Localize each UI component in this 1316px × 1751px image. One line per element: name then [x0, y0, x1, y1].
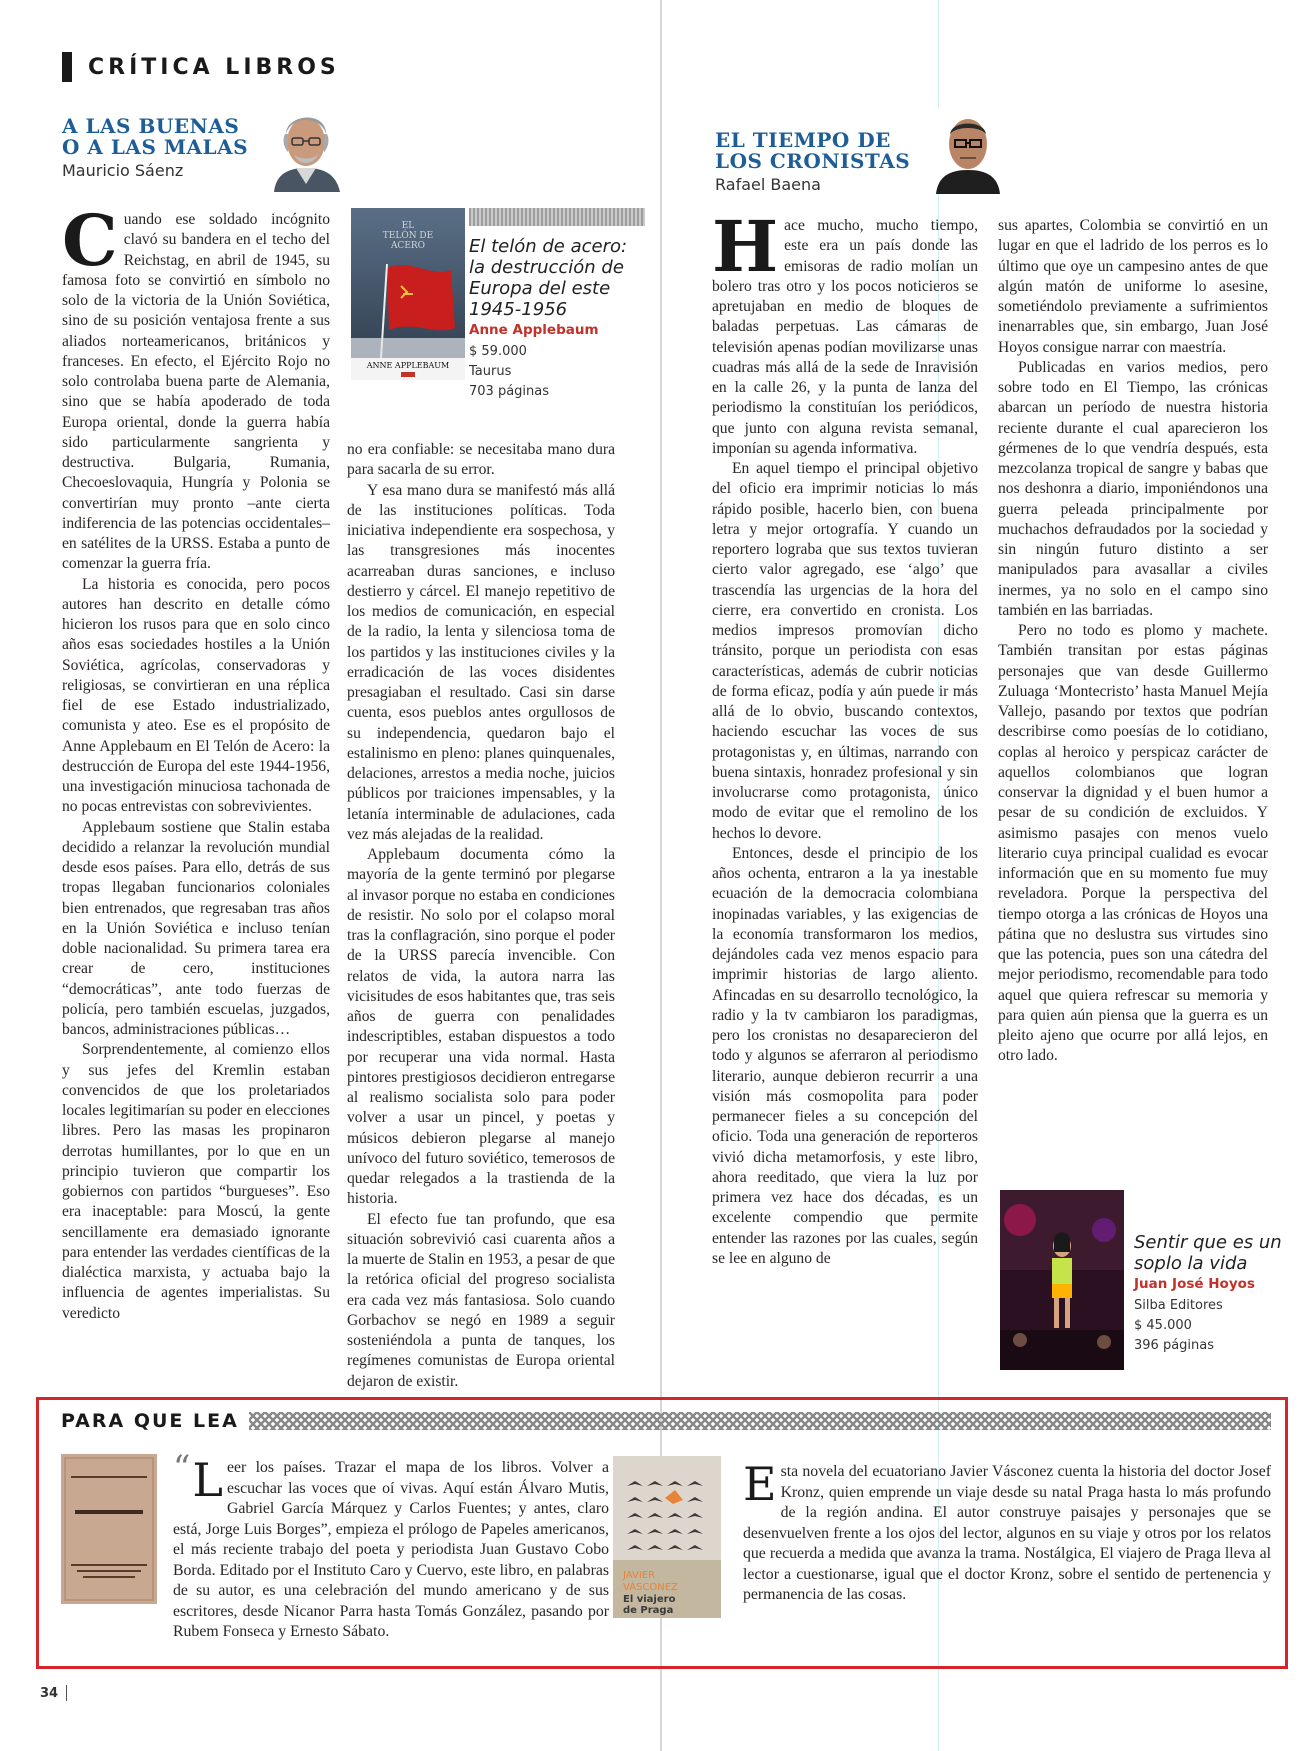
right-col1-paragraph-2: En aquel tiempo el principal objetivo del oficio era imprimir noticias lo más rápido posible, hacerlo bien, con buena letra y mejor ortografía. Y cuando un reportero lograba que sus textos tuvieran cierto valor agregado, ese ‘algo’ que trascendía las urgencias de la hora del cierre, era convertido en cronista. Los medios impresos promovían dicho tránsito, porque un periodista con esas características, además de cubrir noticias de forma eficaz, podía y aún puede ir más allá de lo obvio, buscando contextos, haciendo escuchar las voces de sus protagonistas y, en últimas, narrando con buena sintaxis, honradez profesional y sin involucrarse como protagonista, único modo de evitar que el remolino de los hechos lo devore.: [712, 460, 978, 842]
author-portrait-baena: [930, 108, 1006, 194]
sidebar-left-text: “ L eer los países. Trazar el mapa de los libros. Volver a escuchar las voces que oí vivas. Aquí están Álvaro Mutis, Gabriel García Márquez y Carlos Fuentes; y antes, claro está, Jorge Luis Borges”, empieza el prólogo de Papeles americanos, el más reciente trabajo del poeta y periodista Juan Gustavo Cobo Borda. Editado por el Instituto Caro y Cuervo, este libro, en palabras de su autor, es una celebración del mundo americano y de sus escritores, desde Nicanor Parra hasta Tomás González, pasando por Rubem Fonseca y Ernesto Sábato.: [173, 1448, 609, 1640]
left-article-author: Mauricio Sáenz: [62, 161, 184, 180]
left-article-title: A LAS BUENAS O A LAS MALAS: [62, 114, 249, 159]
dropcap: H: [712, 205, 779, 288]
right-book-author: Juan José Hoyos: [1134, 1276, 1255, 1292]
right-article-header: [715, 130, 945, 194]
right-book-pages: 396 páginas: [1134, 1338, 1215, 1353]
book-stripe: [469, 208, 645, 226]
left-book-info: [469, 208, 645, 402]
left-col2-paragraph-1: no era confiable: se necesitaba mano dura para sacarla de su error.: [347, 441, 615, 479]
left-article-col1: [62, 199, 330, 1324]
left-book-author: Anne Applebaum: [469, 322, 599, 338]
right-article-title: EL TIEMPO DE LOS CRONISTAS: [715, 128, 911, 173]
left-article-col2: [347, 440, 615, 1392]
right-col1-paragraph-3: Entonces, desde el principio de los años ochenta, entraron a la ya inestable ecuación de la democracia colombiana inopinadas variables, y las exigencias de la economía transformaron los medios, dejándoles cada vez menos espacio para imprimir historias de largo aliento. Afincadas en su desarrollo tecnológico, la radio y la tv cambiaron los paradigmas, pero los cronistas no desaparecieron del todo y algunos se aferraron al periodismo literario, aunque debieron recurrir a una visión más cosmopolita para poder permanecer fieles a su concepción del oficio. Toda una generación de reporteros vivió dicha metamorfosis, y este libro, ahora reeditado, que viera la luz por primera vez hace dos décadas, es un excelente compendio que permite entender las razones por las cuales, según se lee en alguno de: [712, 844, 978, 1267]
right-col2-paragraph-1: sus apartes, Colombia se convirtió en un lugar en que el ladrido de los perros es lo último que oye un campesino antes de que algún matón de uniforme lo asesine, sometiéndolo previamente a sufrimientos inenarrables que, sin embargo, Juan José Hoyos consigue narrar con maestría.: [998, 217, 1268, 356]
left-col2-paragraph-3: Applebaum documenta cómo la mayoría de la gente terminó por plegarse al invasor porque no estaba en condiciones de resistir. No solo por el colapso moral tras la conflagración, sino porque el poder de la URSS parecía invencible. Con relatos de vida, la autora narra las vicisitudes de esos habitantes que, tras seis años de guerra con penalidades indescriptibles, estaban dispuestos a todo por recuperar una vida normal. Hasta pintores prestigiosos decidieron entregarse al realismo socialista solo para poder volver a usar un pincel, y poetas y músicos debieron plegarse al manejo unívoco del futuro soviético, temerosos de quedar relegados a la trastienda de la historia.: [347, 846, 615, 1208]
sidebar-header: [61, 1410, 1271, 1432]
sidebar-dropcap: L: [192, 1453, 223, 1507]
book-cover-sentir-que-es-un-soplo: [1000, 1190, 1124, 1370]
book-cover-el-viajero-de-praga: [613, 1456, 721, 1618]
left-col1-paragraph-2: La historia es conocida, pero pocos autores han descrito en detalle cómo hicieron los rusos para que en solo cinco años esas sociedades hostiles a la Unión Soviética, agrícolas, conservadoras y religiosas, se convirtieran en una réplica fiel de ese Estado industrializado, comunista y ateo. Ese es el propósito de Anne Applebaum en El Telón de Acero: la destrucción de Europa del este 1944-1956, una investigación minuciosa tachonada de no pocas entrevistas con sobrevivientes.: [62, 575, 330, 816]
sidebar-right-text: Esta novela del ecuatoriano Javier Vásconez cuenta la historia del doctor Josef Kronz, quien emprende un viaje desde su natal Praga hasta lo más profundo de la región andina. El autor construye paisajes y personajes que se desenvuelven frente a los ojos del lector, algunos en su viaje y otros por los relatos que recuerda a medida que avanza la trama. Nostálgica, El viajero de Praga lleva al lector a cuestionarse, igual que el doctor Kronz, sobre el sentido de pertenencia y permanencia de las cosas.: [743, 1457, 1271, 1603]
right-book-publisher: Silba Editores: [1134, 1298, 1223, 1313]
svg-text:El viajero: El viajero: [623, 1594, 676, 1605]
right-book-price: $ 45.000: [1134, 1318, 1192, 1333]
left-book-title: El telón de acero: la destrucción de Europa del este 1945-1956: [469, 236, 628, 320]
svg-text:de Praga: de Praga: [623, 1605, 674, 1616]
author-portrait-saenz: [266, 104, 346, 192]
book-cover-telon-de-acero: [351, 208, 465, 380]
sidebar-title: PARA QUE LEA: [61, 1410, 239, 1432]
page-number-rule: [66, 1685, 67, 1701]
svg-text:ANNE APPLEBAUM: ANNE APPLEBAUM: [366, 361, 450, 370]
left-article-header: [62, 116, 262, 180]
right-article-col1: [712, 205, 978, 1269]
left-col2-paragraph-4: El efecto fue tan profundo, que esa situación sobrevivió casi cuarenta años a la muerte de Stalin en 1953, a pesar de que la retórica oficial del progreso socialista era cada vez más fantasiosa. Solo cuando Gorbachov se negó en 1989 a seguir sosteniéndola a punta de tanques, los regímenes comunistas de Europa oriental dejaron de existir.: [347, 1210, 615, 1390]
quote-icon: “: [173, 1448, 191, 1488]
svg-text:VÁSCONEZ: VÁSCONEZ: [623, 1582, 678, 1593]
sidebar-dropcap: E: [743, 1457, 777, 1511]
right-article-col2: [998, 216, 1268, 1067]
para-que-lea-box: [36, 1397, 1288, 1669]
left-col1-paragraph-1: Cuando ese soldado incógnito clavó su bandera en el techo del Reichstag, en abril de 1945, su famosa foto se convirtió en símbolo no solo de la victoria de la Unión Soviética, sino de su posición ventajosa frente a sus aliados norteamericanos, británicos y franceses. En efecto, el Ejército Rojo no solo controlaba buena parte de Alemania, sino que se había apoderado de toda Europa oriental, donde la guerra había sido particularmente sangrienta y destructiva. Bulgaria, Rumania, Checoeslovaquia, Hungría y Polonia se convertirían muy pronto –ante cierta indiferencia de las potencias occidentales– en satélites de la URSS. Estaba a punto de comenzar la guerra fría.: [62, 199, 330, 573]
svg-text:JAVIER: JAVIER: [623, 1570, 656, 1581]
right-col2-paragraph-3: Pero no todo es plomo y machete. También transitan por estas páginas personajes que van desde Guillermo Zuluaga ‘Montecristo’ hasta Manuel Mejía Vallejo, pasando por textos que podrían describirse como poesías de lo cotidiano, coplas al heroico y perspicaz carácter de aquellos colombianos que logran conservar la dignidad y el buen humor a pesar de su condición de excluidos. Y asimismo pasajes con menos vuelo literario cuya principal cualidad es evocar información que en su momento fue muy reveladora. Porque la perspectiva del tiempo otorga a las crónicas de Hoyos una pátina que no deslustra sus virtudes sino que las potencia, pues son una cátedra del mejor periodismo, recomendable para todo aquel que quiera refrescar su memoria y para quien aún piensa que la guerra es un pleito ajeno que ocurre por allá lejos, en otro lado.: [998, 622, 1268, 1065]
left-book-pages: 703 páginas: [469, 384, 550, 399]
right-col2-paragraph-2: Publicadas en varios medios, pero sobre todo en El Tiempo, las crónicas abarcan un período de nuestra historia reciente durante el cual aparecieron los gérmenes de lo que vendría después, esta mezcolanza tropical de sangre y babas que nos deshonra a diario, imponiéndonos una guerra peleada principalmente por muchachos defraudados por la sociedad y sin ningún futuro distinto a ser manipulados para avasallar a civiles inermes, ya no solo en el campo sino también en las barriadas.: [998, 358, 1268, 619]
page-number: 34: [40, 1686, 59, 1701]
dropcap: C: [62, 199, 118, 282]
right-article-author: Rafael Baena: [715, 175, 821, 194]
book-cover-papeles-americanos: [61, 1454, 157, 1604]
svg-text:EL: EL: [401, 221, 415, 231]
left-book-publisher: Taurus: [469, 364, 512, 379]
left-col1-paragraph-4: Sorprendentemente, al comienzo ellos y sus jefes del Kremlin estaban convencidos de que los proletariados locales legitimarían su poder en elecciones libres. Pero las masas les propinaron derrotas humillantes, por lo que en un principio tuvieron que compartir los gobiernos con partidos “burgueses”. Eso era inaceptable: para Moscú, la gente sencillamente era demasiado ignorante para entender las verdades científicas de la dialéctica marxista, y actuaba bajo la influencia de agentes imperialistas. Su veredicto: [62, 1041, 330, 1322]
left-col2-paragraph-2: Y esa mano dura se manifestó más allá de las instituciones políticas. Toda iniciativa independiente era sospechosa, y las transgresiones más inocentes acarreaban duras sanciones, e incluso destierro y cárcel. El manejo repetitivo de los medios de comunicación, en especial de la radio, la lenta y silenciosa toma de los partidos y las instituciones civiles y la erradicación de las voces disidentes presagiaban el resultado. Casi sin darse cuenta, esos pueblos antes orgullosos de su independencia, quedaron bajo el estalinismo en pleno: planes quinquenales, delaciones, arrestos a media noche, juicios públicos por traiciones impensables, y la letanía interminable de adulaciones, cada vez más alejadas de la realidad.: [347, 481, 615, 843]
section-header: [62, 52, 340, 82]
right-book-title: Sentir que es un soplo la vida: [1134, 1232, 1282, 1274]
left-col1-paragraph-3: Applebaum sostiene que Stalin estaba decidido a relanzar la revolución mundial desde esos países. Para ello, detrás de sus tropas llegaban funcionarios coloniales bien entrenados, que regresaban tras años en la Unión Soviética e incluso tenían doble nacionalidad. Su primera tarea era crear de cero, instituciones “democráticas”, ante todo fuerzas de policía, pero también escuelas, juzgados, bancos, administraciones públicas…: [62, 818, 330, 1038]
zigzag-pattern: [249, 1412, 1271, 1430]
right-col1-paragraph-1: Hace mucho, mucho tiempo, este era un país donde las emisoras de radio molían un bolero tras otro y los pocos noticieros se apretujaban en medio de bloques de baladas perpetuas. Las cámaras de televisión apenas podían movilizarse unas cuadras más allá de la sede de Inravisión en la calle 26, y la punta de lanza del periodismo la constituían los periódicos, que junto con alguna revista semanal, imponían su agenda informativa.: [712, 205, 978, 457]
left-book-price: $ 59.000: [469, 344, 527, 359]
cover-title-text: TELÓN DE: [382, 231, 434, 241]
section-title: CRÍTICA LIBROS: [88, 54, 340, 80]
section-bar: [62, 52, 72, 82]
svg-text:ACERO: ACERO: [390, 241, 426, 251]
right-book-info: [1134, 1232, 1284, 1356]
